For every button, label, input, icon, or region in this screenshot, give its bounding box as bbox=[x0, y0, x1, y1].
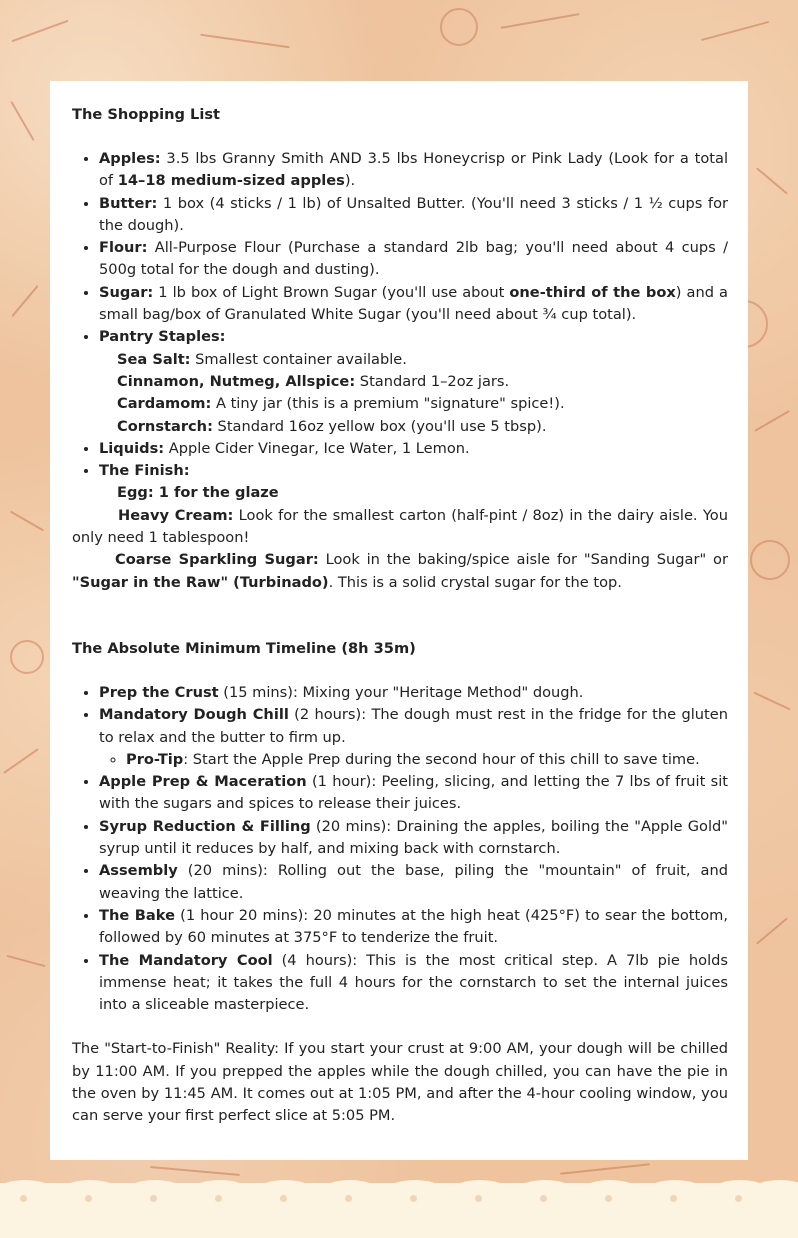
list-item-sugar: • Sugar: 1 lb box of Light Brown Sugar (you'll use about one-third of the box) and a small bag/box of Granulated White Sugar (you'll need about ¾ cup total). bbox=[99, 282, 728, 327]
list-item-butter: • Butter: 1 box (4 sticks / 1 lb) of Unsalted Butter. (You'll need 3 sticks / 1 ½ cups for the dough). bbox=[99, 193, 728, 238]
timeline-item-apple-prep: • Apple Prep & Maceration (1 hour): Peeling, slicing, and letting the 7 lbs of fruit sit with the sugars and spices to release their juices. bbox=[99, 771, 728, 816]
list-item-pantry: • Pantry Staples: Sea Salt: Smallest container available. Cinnamon, Nutmeg, Allspice: Standard 1–2oz jars. Cardamom: A tiny jar (this is a premium "signature" spice!). Cornstarch: Standard 16oz yellow box (you'll use 5 tbsp). bbox=[99, 326, 728, 437]
chill-subitems bbox=[99, 749, 728, 771]
list-item-apples: • Apples: 3.5 lbs Granny Smith AND 3.5 lbs Honeycrisp or Pink Lady (Look for a total of 14–18 medium-sized apples). bbox=[99, 148, 728, 193]
shopping-list-title: The Shopping List bbox=[72, 106, 221, 123]
timeline-item-bake: • The Bake (1 hour 20 mins): 20 minutes at the high heat (425°F) to sear the bottom, followed by 60 minutes at 375°F to tenderize the fruit. bbox=[99, 905, 728, 950]
timeline-item-cool: • The Mandatory Cool (4 hours): This is the most critical step. A 7lb pie holds immense heat; it takes the full 4 hours for the cornstarch to set the internal juices into a sliceable masterpiece. bbox=[99, 950, 728, 1017]
recipe-content bbox=[72, 104, 728, 1128]
timeline-protip: ◦ Pro-Tip: Start the Apple Prep during the second hour of this chill to save time. bbox=[126, 749, 728, 771]
pantry-cornstarch: Cornstarch: Standard 16oz yellow box (you'll use 5 tbsp). bbox=[117, 417, 547, 435]
timeline-item-assembly: • Assembly (20 mins): Rolling out the base, piling the "mountain" of fruit, and weaving the lattice. bbox=[99, 860, 728, 905]
timeline-item-syrup: • Syrup Reduction & Filling (20 mins): Draining the apples, boiling the "Apple Gold" syrup until it reduces by half, and mixing back with cornstarch. bbox=[99, 816, 728, 861]
timeline-item-chill: • Mandatory Dough Chill (2 hours): The dough must rest in the fridge for the gluten to relax and the butter to firm up. ◦ Pro-Tip: Start the Apple Prep during the second hour of this chill to save time. bbox=[99, 704, 728, 771]
pantry-cardamom: Cardamom: A tiny jar (this is a premium "signature" spice!). bbox=[117, 395, 565, 413]
timeline-item-crust: • Prep the Crust (15 mins): Mixing your "Heritage Method" dough. bbox=[99, 682, 728, 704]
list-item-flour: • Flour: All-Purpose Flour (Purchase a standard 2lb bag; you'll need about 4 cups / 500g total for the dough and dusting). bbox=[99, 237, 728, 282]
timeline-title: The Absolute Minimum Timeline (8h 35m) bbox=[72, 639, 416, 657]
reality-paragraph: The "Start-to-Finish" Reality: If you start your crust at 9:00 AM, your dough will be chilled by 11:00 AM. If you prepped the apples while the dough chilled, you can have the pie in the oven by 11:45 AM. It comes out at 1:05 PM, and after the 4-hour cooling window, you can serve your first perfect slice at 5:05 PM. bbox=[72, 1040, 728, 1125]
finish-cream: Heavy Cream: Look for the smallest carton (half-pint / 8oz) in the dairy aisle. You only need 1 tablespoon! bbox=[72, 506, 728, 547]
pantry-spices: Cinnamon, Nutmeg, Allspice: Standard 1–2oz jars. bbox=[117, 372, 510, 390]
finish-sparkling-sugar: Coarse Sparkling Sugar: Look in the baking/spice aisle for "Sanding Sugar" or "Sugar in the Raw" (Turbinado). This is a solid crystal sugar for the top. bbox=[72, 551, 728, 591]
finish-egg: Egg: 1 for the glaze bbox=[117, 484, 279, 502]
timeline-list bbox=[72, 682, 728, 1016]
list-item-finish: • The Finish: Egg: 1 for the glaze bbox=[99, 460, 728, 505]
shopping-list bbox=[72, 148, 728, 505]
pantry-salt: Sea Salt: Smallest container available. bbox=[117, 350, 407, 368]
list-item-liquids: • Liquids: Apple Cider Vinegar, Ice Water, 1 Lemon. bbox=[99, 438, 728, 460]
